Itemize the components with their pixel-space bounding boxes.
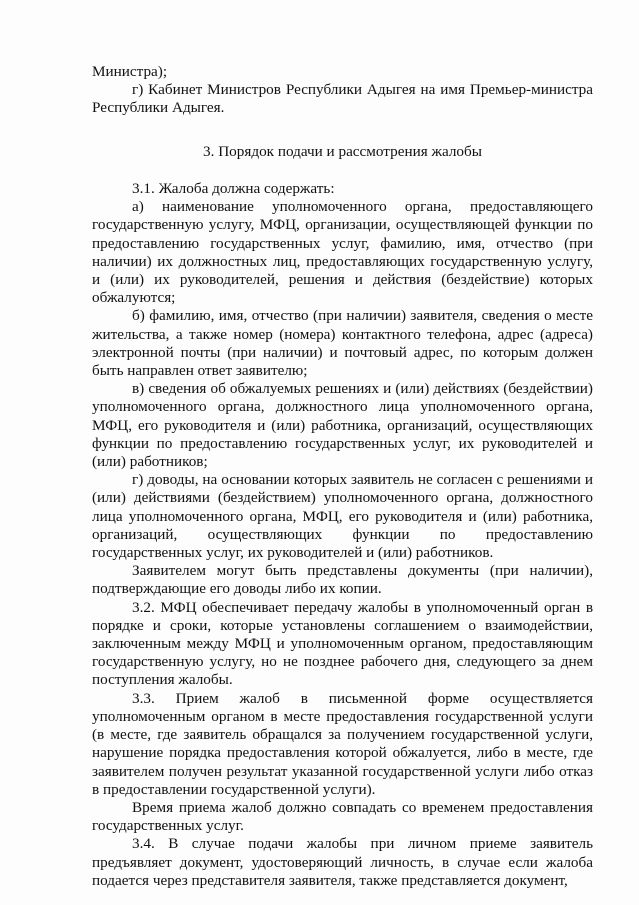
section-heading-block (92, 143, 593, 161)
paragraph-b: б) фамилию, имя, отчество (при наличии) заявителя, сведения о месте жительства, а также номер (номера) контактного телефона, адрес (адреса) электронной почты (при наличии) и почтовый адрес, по которым должен быть направлен ответ заявителю; (92, 307, 593, 380)
section-heading: 3. Порядок подачи и рассмотрения жалобы (203, 143, 482, 160)
paragraph-a: а) наименование уполномоченного органа, предоставляющего государственную услугу, МФЦ, организации, осуществляющей функции по предоставлению государственных услуг, фамилию, имя, отчество (при наличии) их должностных лиц, предоставляющих государственную услугу, и (или) их руководителей, решения и действия (бездействие) которых обжалуются; (92, 198, 593, 307)
paragraph-3-2: 3.2. МФЦ обеспечивает передачу жалобы в уполномоченный орган в порядке и сроки, которые установлены соглашением о взаимодействии, заключенным между МФЦ и уполномоченным органом, предоставляющим государственную услугу, но не позднее рабочего дня, следующего за днем поступления жалобы. (92, 598, 593, 689)
paragraph-3-1: 3.1. Жалоба должна содержать: (132, 180, 335, 197)
paragraph-3-3: 3.3. Прием жалоб в письменной форме осуществляется уполномоченным органом в месте предоставления государственной услуги (в месте, где заявитель обращался за получением государственной услуги, нарушение порядка предоставления которой обжалуется, либо в месте, где заявителем получен результат указанной государственной услуги либо отказ в предоставлении государственной услуги). (92, 689, 593, 798)
paragraph-documents: Заявителем могут быть представлены документы (при наличии), подтверждающие его доводы либо их копии. (92, 562, 593, 598)
intro-line-1: Министра); (92, 63, 168, 80)
paragraph-g: г) доводы, на основании которых заявитель не согласен с решениями и (или) действиями (бездействием) уполномоченного органа, должностного лица уполномоченного органа, МФЦ, его руководителя и (или) работника, организаций, осуществляющих функции по предоставлению государственных услуг, их руководителей и (или) работников. (92, 471, 593, 562)
paragraph-3-4: 3.4. В случае подачи жалобы при личном приеме заявитель предъявляет документ, удостоверяющий личность, в случае если жалоба подается через представителя заявителя, также представляется документ, (92, 835, 593, 889)
paragraph-v: в) сведения об обжалуемых решениях и (или) действиях (бездействии) уполномоченного органа, должностного лица уполномоченного органа, МФЦ, его руководителя и (или) работника, организаций, осуществляющих функции по предоставлению государственных услуг, их руководителей и (или) работников; (92, 380, 593, 471)
intro-line-2: г) Кабинет Министров Республики Адыгея на имя Премьер-министра Республики Адыгея. (92, 81, 593, 117)
paragraph-time: Время приема жалоб должно совпадать со временем предоставления государственных услуг. (92, 798, 593, 835)
intro-block (92, 63, 593, 118)
body-text (92, 180, 593, 890)
